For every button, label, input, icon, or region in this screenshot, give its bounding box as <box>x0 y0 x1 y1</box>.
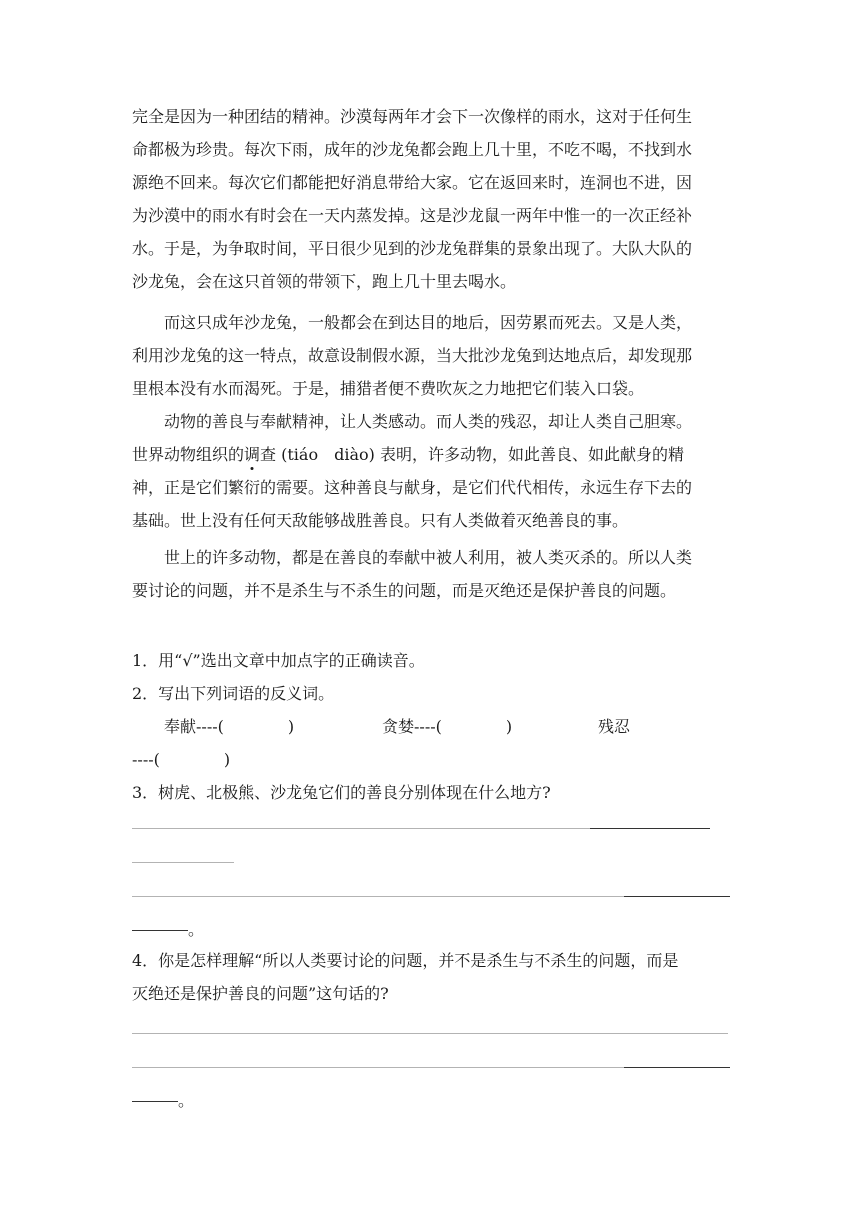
answer-line[interactable] <box>624 896 730 897</box>
article-line: 神，正是它们繁衍的需要。这种善良与献身，是它们代代相传，永远生存下去的 <box>132 478 693 497</box>
antonym-item-2[interactable]: 贪婪----( ) <box>382 717 513 736</box>
dotted-character: 调 <box>244 445 261 464</box>
article-line: 完全是因为一种团结的精神。沙漠每两年才会下一次像样的雨水，这对于任何生 <box>132 107 693 126</box>
answer-line[interactable] <box>624 1067 730 1068</box>
text-before: 世界动物组织的 <box>132 445 245 464</box>
question-4-line-2: 灭绝还是保护善良的问题”这句话的? <box>132 984 389 1003</box>
article-line: 基础。世上没有任何天敌能够战胜善良。只有人类做着灭绝善良的事。 <box>132 511 629 530</box>
question-2: 2．写出下列词语的反义词。 <box>132 684 335 703</box>
article-line: 利用沙龙兔的这一特点，故意设制假水源，当大批沙龙兔到达地点后，却发现那 <box>132 346 693 365</box>
answer-end-mark: 。 <box>188 920 205 939</box>
question-1: 1．用“√”选出文章中加点字的正确读音。 <box>132 651 425 670</box>
answer-end-mark: 。 <box>178 1091 195 1110</box>
answer-line[interactable] <box>132 1101 178 1102</box>
article-line: 里根本没有水而渴死。于是，捕猎者便不费吹灰之力地把它们装入口袋。 <box>132 379 645 398</box>
article-line: 命都极为珍贵。每次下雨，成年的沙龙兔都会跑上几十里，不吃不喝，不找到水 <box>132 140 693 159</box>
article-line: 沙龙兔，会在这只首领的带领下，跑上几十里去喝水。 <box>132 272 517 291</box>
article-line: 世上的许多动物，都是在善良的奉献中被人利用，被人类灭杀的。所以人类 <box>164 548 693 567</box>
antonym-item-3: 残忍 <box>598 717 631 736</box>
answer-line[interactable] <box>590 828 710 829</box>
article-line: 动物的善良与奉献精神，让人类感动。而人类的残忍，却让人类自己胆寒。 <box>164 412 693 431</box>
question-4-line-1: 4．你是怎样理解“所以人类要讨论的问题，并不是杀生与不杀生的问题，而是 <box>132 951 679 970</box>
article-line: 源绝不回来。每次它们都能把好消息带给大家。它在返回来时，连洞也不进，因 <box>132 173 693 192</box>
question-3: 3．树虎、北极熊、沙龙兔它们的善良分别体现在什么地方? <box>132 783 551 802</box>
antonym-row <box>0 714 860 736</box>
answer-line[interactable] <box>132 862 234 863</box>
answer-line[interactable] <box>132 896 624 897</box>
article-line: 水。于是，为争取时间，平日很少见到的沙龙兔群集的景象出现了。大队大队的 <box>132 239 693 258</box>
answer-line[interactable] <box>132 828 590 829</box>
article-line: 而这只成年沙龙兔，一般都会在到达目的地后，因劳累而死去。又是人类， <box>164 313 693 332</box>
answer-line[interactable] <box>132 1033 728 1034</box>
answer-line[interactable] <box>132 930 188 931</box>
antonym-item-3-blank[interactable]: ----( ) <box>132 750 231 769</box>
text-after: 查 (tiáo diào) 表明，许多动物，如此善良、如此献身的精 <box>260 445 684 464</box>
antonym-item-1[interactable]: 奉献----( ) <box>164 717 295 736</box>
article-line-with-dotted-char <box>132 442 684 465</box>
article-line: 为沙漠中的雨水有时会在一天内蒸发掉。这是沙龙鼠一两年中惟一的一次正经补 <box>132 206 693 225</box>
article-line: 要讨论的问题，并不是杀生与不杀生的问题，而是灭绝还是保护善良的问题。 <box>132 581 677 600</box>
answer-line[interactable] <box>132 1067 624 1068</box>
